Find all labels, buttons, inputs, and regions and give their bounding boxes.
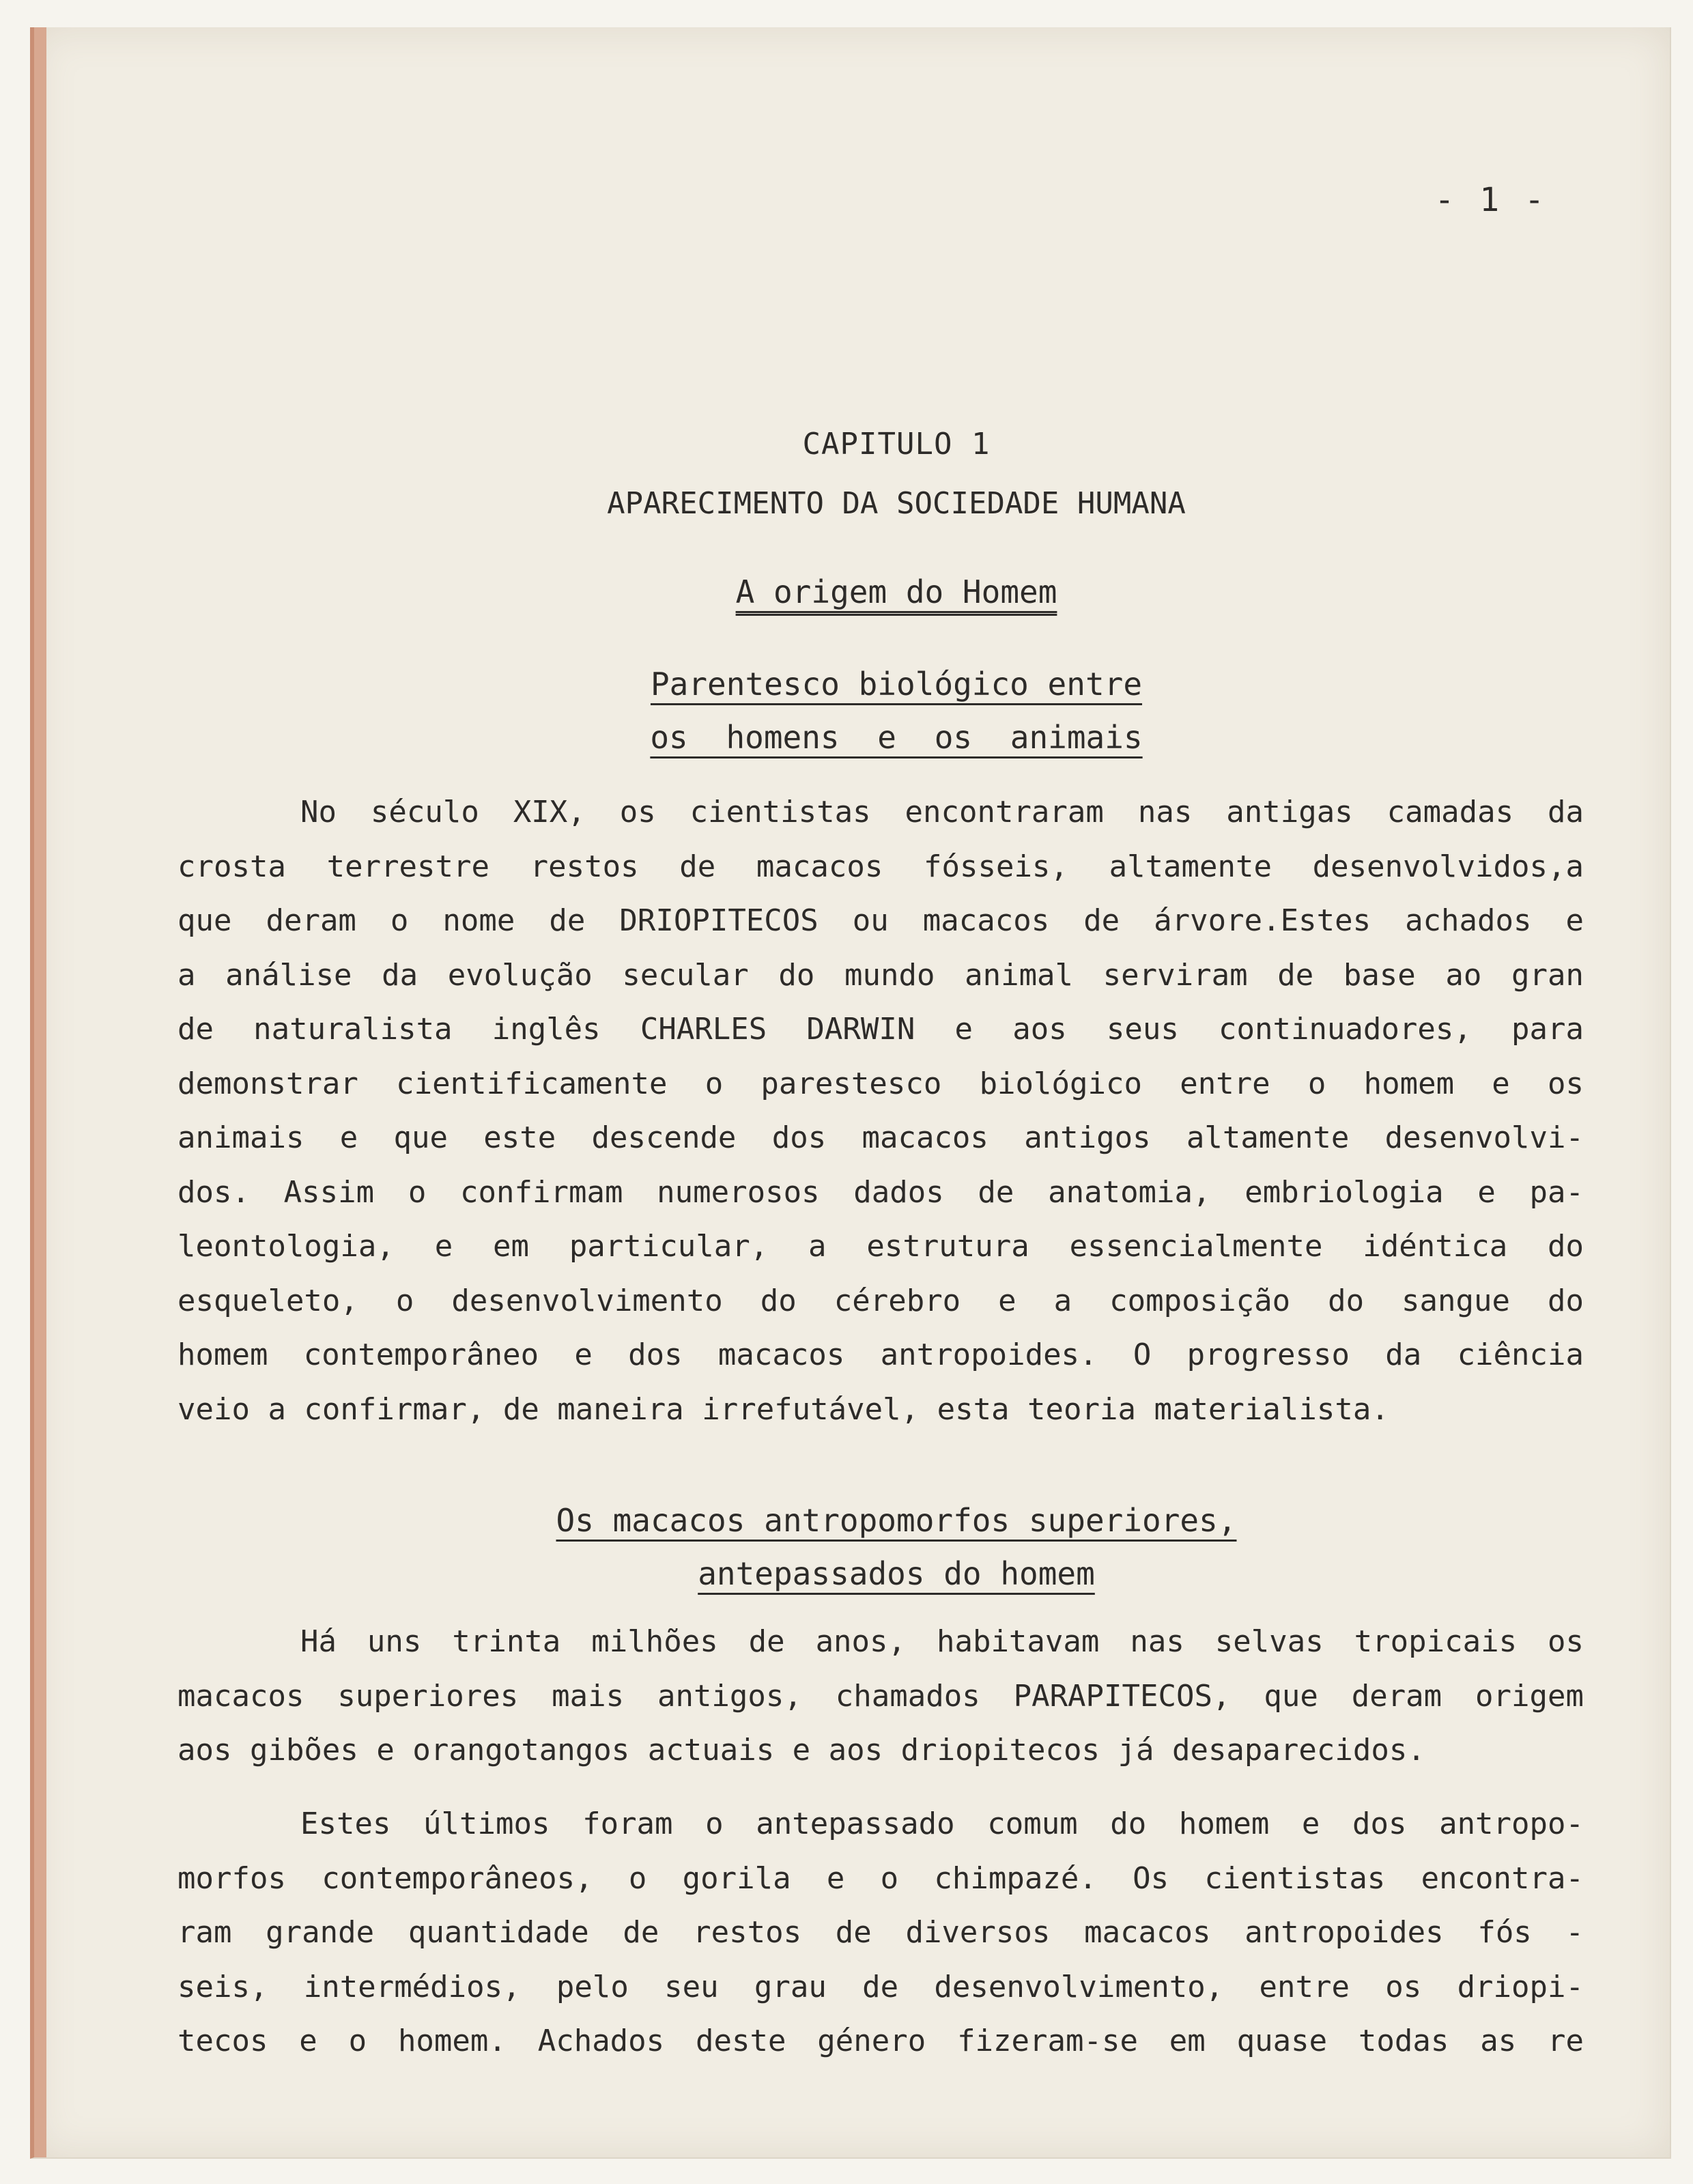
text-line: demonstrar cientificamente o parestesco biológico entre o homem e os bbox=[177, 1066, 1584, 1101]
text-line: tecos e o homem. Achados deste género fizeram-se em quase todas as re bbox=[177, 2024, 1584, 2058]
text-line: a análise da evolução secular do mundo animal serviram de base ao gran bbox=[177, 957, 1584, 993]
text-line: de naturalista inglês CHARLES DARWIN e aos seus continuadores, para bbox=[177, 1012, 1584, 1047]
heading-text: os homens e os animais bbox=[650, 719, 1143, 756]
heading-text: Parentesco biológico entre bbox=[650, 666, 1143, 703]
text-line: veio a confirmar, de maneira irrefutável, esta teoria materialista. bbox=[177, 1391, 1389, 1427]
heading-text: A origem do Homem bbox=[735, 573, 1057, 610]
subsection-heading-line-2 bbox=[34, 1555, 1670, 1592]
text-line: homem contemporâneo e dos macacos antropoides. O progresso da ciência bbox=[177, 1337, 1584, 1372]
heading-text: antepassados do homem bbox=[698, 1555, 1095, 1592]
text-line: ram grande quantidade de restos de diversos macacos antropoides fós - bbox=[177, 1915, 1584, 1950]
text-line: seis, intermédios, pelo seu grau de desenvolvimento, entre os driopi- bbox=[177, 1969, 1584, 2004]
subsection-heading-line-2 bbox=[34, 719, 1670, 756]
chapter-number: CAPITULO 1 bbox=[802, 427, 991, 462]
subsection-heading-line-1 bbox=[34, 1502, 1670, 1539]
page-number: - 1 - bbox=[1434, 181, 1547, 219]
text-line: Estes últimos foram o antepassado comum do homem e dos antropo- bbox=[300, 1806, 1584, 1841]
paragraph-3 bbox=[177, 1797, 1584, 2069]
heading-text: Os macacos antropomorfos superiores, bbox=[556, 1502, 1237, 1539]
text-line: dos. Assim o confirmam numerosos dados de anatomia, embriologia e pa- bbox=[177, 1174, 1584, 1210]
subsection-heading-line-1 bbox=[34, 666, 1670, 703]
paragraph-1 bbox=[177, 785, 1584, 1436]
chapter-title: APARECIMENTO DA SOCIEDADE HUMANA bbox=[607, 486, 1186, 521]
text-line: crosta terrestre restos de macacos fósseis, altamente desenvolvidos,a bbox=[177, 849, 1584, 884]
text-line: esqueleto, o desenvolvimento do cérebro e a composição do sangue do bbox=[177, 1283, 1584, 1318]
typewritten-page bbox=[30, 27, 1671, 2159]
text-line: que deram o nome de DRIOPITECOS ou macacos de árvore.Estes achados e bbox=[177, 903, 1584, 938]
text-line: animais e que este descende dos macacos antigos altamente desenvolvi- bbox=[177, 1120, 1584, 1155]
section-heading-origin bbox=[34, 573, 1670, 610]
paragraph-2 bbox=[177, 1615, 1584, 1778]
text-line: macacos superiores mais antigos, chamados PARAPITECOS, que deram origem bbox=[177, 1678, 1584, 1714]
text-line: No século XIX, os cientistas encontraram nas antigas camadas da bbox=[300, 795, 1584, 829]
text-line: leontologia, e em particular, a estrutura essencialmente idéntica do bbox=[177, 1229, 1584, 1264]
text-line: aos gibões e orangotangos actuais e aos driopitecos já desaparecidos. bbox=[177, 1733, 1425, 1768]
text-line: morfos contemporâneos, o gorila e o chimpazé. Os cientistas encontra- bbox=[177, 1860, 1584, 1896]
text-line: Há uns trinta milhões de anos, habitavam nas selvas tropicais os bbox=[300, 1624, 1584, 1659]
